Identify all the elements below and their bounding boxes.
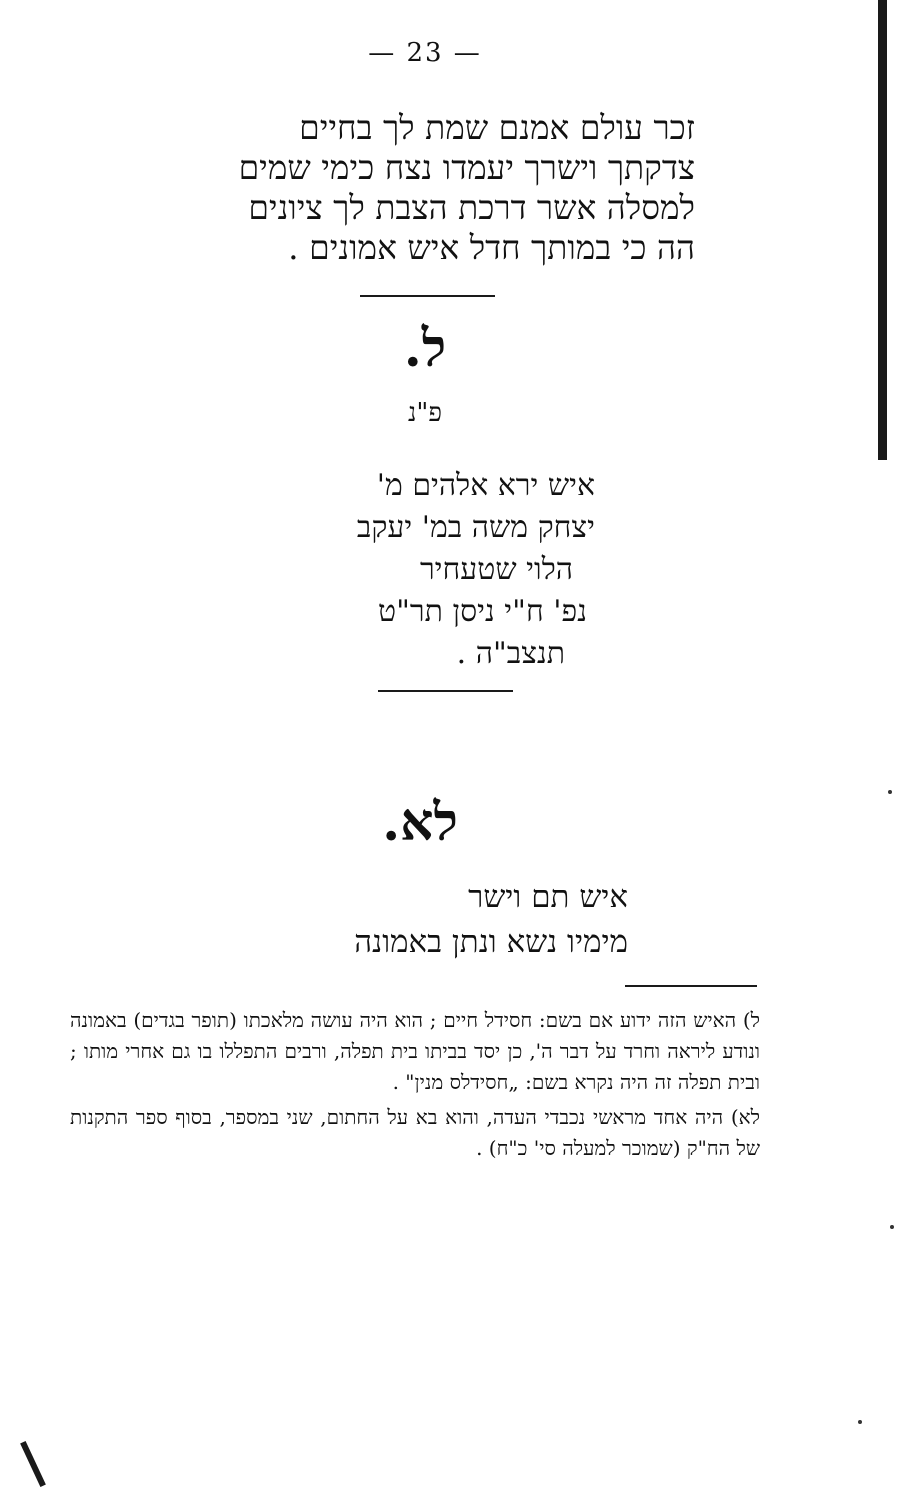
memorial-poem: [235, 108, 695, 268]
divider-rule: [360, 295, 495, 297]
epitaph-line: תנצב"ה .: [456, 636, 565, 671]
epitaph-line: יצחק משה במ' יעקב: [356, 510, 595, 545]
section-heading-31: לא.: [382, 792, 458, 853]
speck: [858, 1420, 862, 1424]
epitaph-line: נפ' ח"י ניסן תר"ט: [377, 594, 587, 629]
corner-mark: [20, 1441, 46, 1487]
poem-line: למסלה אשר דרכת הצבת לך ציונים: [248, 188, 695, 227]
epitaph-31: [228, 875, 628, 965]
footnote-30: ל) האיש הזה ידוע אם בשם: חסידל חיים ; הוא היה עושה מלאכתו (תופר בגדים) באמונה ונודע ליראה וחרד על דבר ה', כן יסד בביתו בית תפלה, ורבים התפללו בו גם אחרי מותו ; ובית תפלה זה היה נקרא בשם: „חסידלס מנין" .: [70, 1008, 760, 1094]
poem-line: זכר עולם אמנם שמת לך בחיים: [299, 108, 695, 147]
epitaph-line: מימיו נשא ונתן באמונה: [354, 924, 628, 960]
epitaph-line: איש ירא אלהים מ': [376, 468, 595, 503]
footnote-divider: [625, 985, 757, 987]
speck: [888, 790, 892, 794]
footnotes: [70, 1005, 760, 1164]
footnote-31: לא) היה אחד מראשי נכבדי העדה, והוא בא על החתום, שני במספר, בסוף ספר התקנות של הח"ק (שמוכר למעלה סי' כ"ח) .: [70, 1105, 760, 1160]
page-number: — 23 —: [368, 38, 482, 68]
epitaph-line: איש תם וישר: [468, 879, 628, 915]
poem-line: הה כי במותך חדל איש אמונים .: [288, 228, 695, 267]
epitaph-abbreviation: פ"נ: [407, 398, 443, 428]
page-edge-bar: [878, 0, 887, 460]
epitaph-30: [275, 465, 595, 675]
speck: [890, 1225, 894, 1229]
epitaph-line: הלוי שטעחיר: [419, 552, 573, 587]
poem-line: צדקתך וישרך יעמדו נצח כימי שמים: [238, 148, 695, 187]
divider-rule: [378, 690, 513, 692]
section-heading-30: ל.: [403, 318, 447, 379]
